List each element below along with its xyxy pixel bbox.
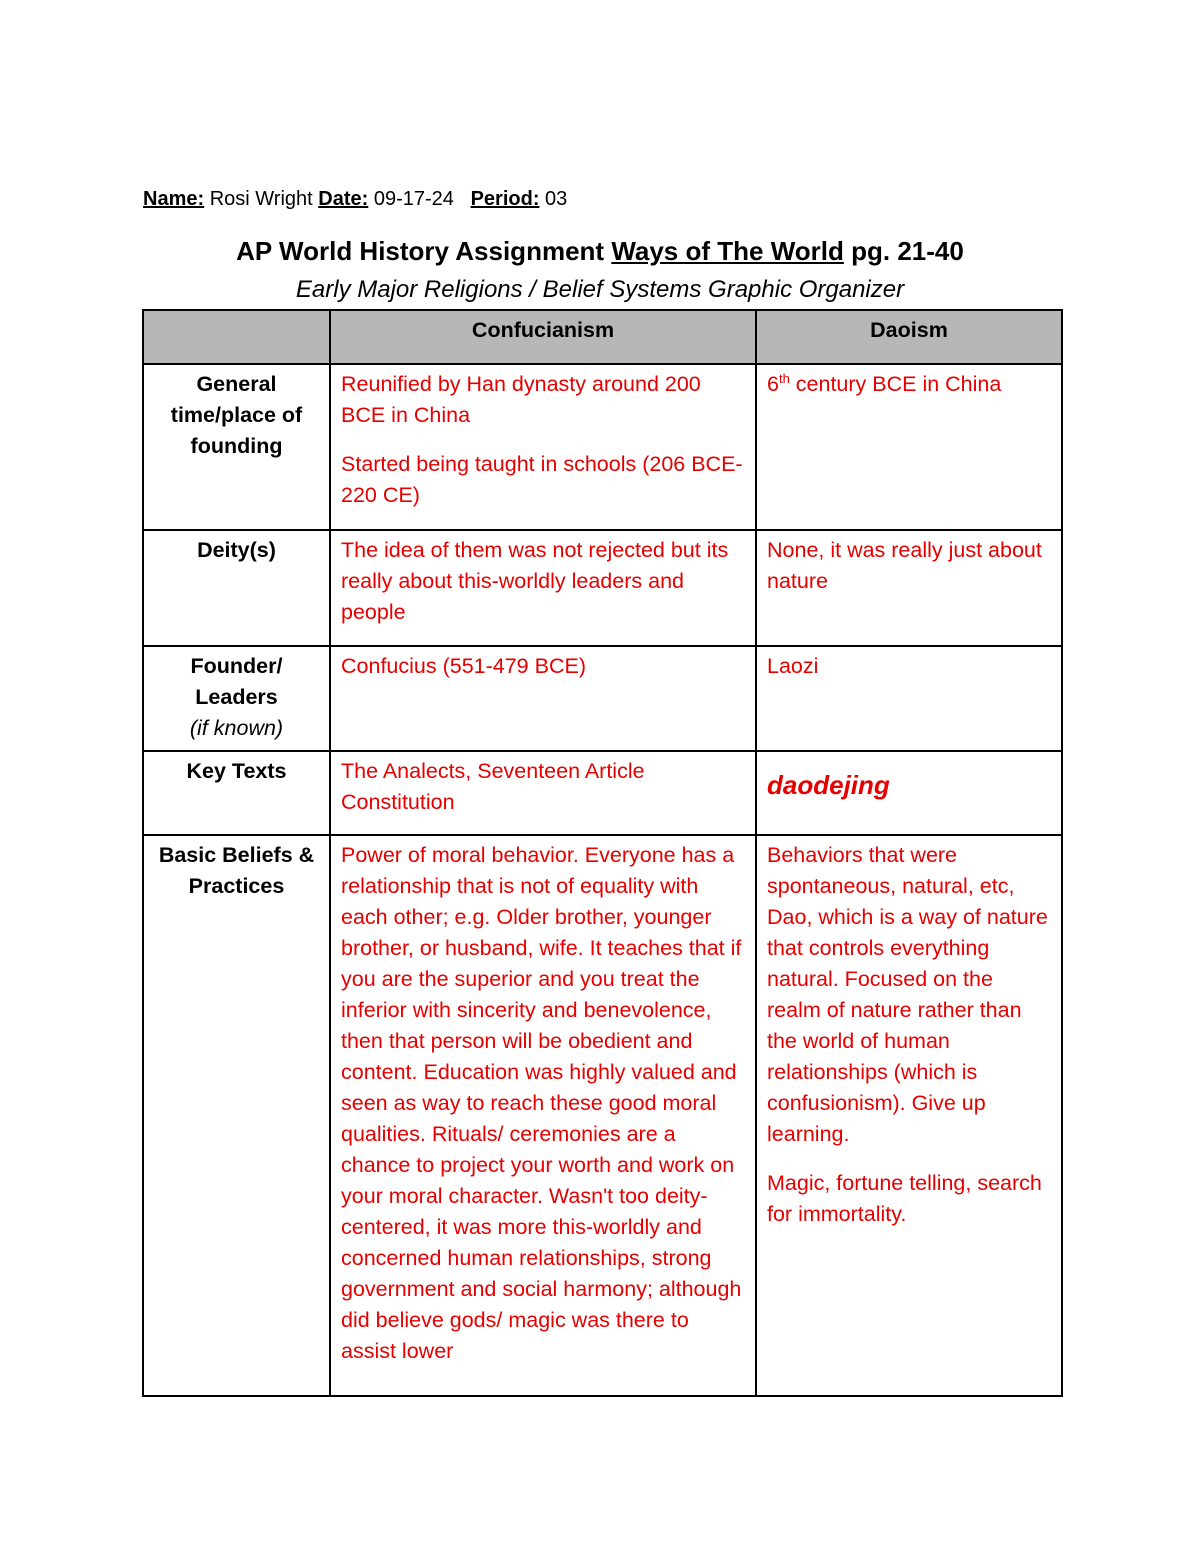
student-info-line (143, 188, 567, 211)
row-label-key-texts: Key Texts (143, 751, 330, 835)
title-pages: pg. 21-40 (851, 236, 964, 266)
cell-confucianism-founding (330, 364, 756, 530)
page-title (0, 236, 1200, 267)
period-value: 03 (545, 188, 568, 210)
cell-confucianism-beliefs (330, 835, 756, 1396)
title-book: Ways of The World (611, 236, 844, 266)
cell-daoism-deity: None, it was really just about nature (756, 530, 1062, 646)
table-row (143, 646, 1062, 751)
row-label-deity: Deity(s) (143, 530, 330, 646)
table-row (143, 530, 1062, 646)
cell-text: Reunified by Han dynasty around 200 BCE in China (341, 372, 701, 427)
table-row (143, 835, 1062, 1396)
name-label: Name: (143, 188, 205, 210)
row-label-text: Founder/ Leaders (190, 654, 283, 709)
header-cell-confucianism: Confucianism (330, 310, 756, 364)
table-row (143, 751, 1062, 835)
cell-text: 6 (767, 372, 779, 396)
header-cell-blank (143, 310, 330, 364)
cell-confucianism-deity: The idea of them was not rejected but its really about this-worldly leaders and people (330, 530, 756, 646)
cell-text: Magic, fortune telling, search for immortality. (767, 1171, 1042, 1226)
cell-text: Power of moral behavior. Everyone has a relationship that is not of equality with each other; e.g. Older brother, younger brother, or husband, wife. It teaches that if you are the superior and you treat the inferior with sincerity and benevolence, then that person will be obedient and content. Education was highly valued and seen as way to reach these good moral qualities. Rituals/ ceremonies are a chance to project your worth and work on your moral character. Wasn't too deity- centered, it was more this-worldly and concerned human relationships, strong government and social harmony; although did believe gods/ magic was there to assist lower (341, 843, 742, 1363)
title-prefix: AP World History Assignment (236, 236, 605, 266)
cell-daoism-founding (756, 364, 1062, 530)
header-cell-daoism: Daoism (756, 310, 1062, 364)
cell-text: Started being taught in schools (206 BCE-220 CE) (341, 452, 743, 507)
table-row (143, 364, 1062, 530)
cell-text: century BCE in China (789, 372, 1002, 396)
cell-confucianism-founder: Confucius (551-479 BCE) (330, 646, 756, 751)
page-subtitle: Early Major Religions / Belief Systems Graphic Organizer (295, 276, 905, 303)
row-label-founding: General time/place of founding (143, 364, 330, 530)
cell-daoism-key-texts (756, 751, 1062, 835)
graphic-organizer-table (142, 309, 1063, 1397)
date-label: Date: (318, 188, 369, 210)
cell-daoism-beliefs (756, 835, 1062, 1396)
cell-confucianism-key-texts: The Analects, Seventeen Article Constitution (330, 751, 756, 835)
cell-daoism-founder: Laozi (756, 646, 1062, 751)
cell-text: Behaviors that were spontaneous, natural, etc, Dao, which is a way of nature that controls everything natural. Focused on the realm of nature rather than the world of human relationships (which is confusionism). Give up learning. (767, 843, 1048, 1146)
row-label-beliefs: Basic Beliefs & Practices (143, 835, 330, 1396)
row-label-note: (if known) (189, 716, 284, 740)
period-label: Period: (470, 188, 540, 210)
date-value: 09-17-24 (373, 188, 454, 210)
cell-text: daodejing (767, 770, 890, 800)
ordinal-suffix: th (778, 370, 790, 386)
row-label-founder (143, 646, 330, 751)
table-header-row (143, 310, 1062, 364)
name-value: Rosi Wright (209, 188, 313, 210)
